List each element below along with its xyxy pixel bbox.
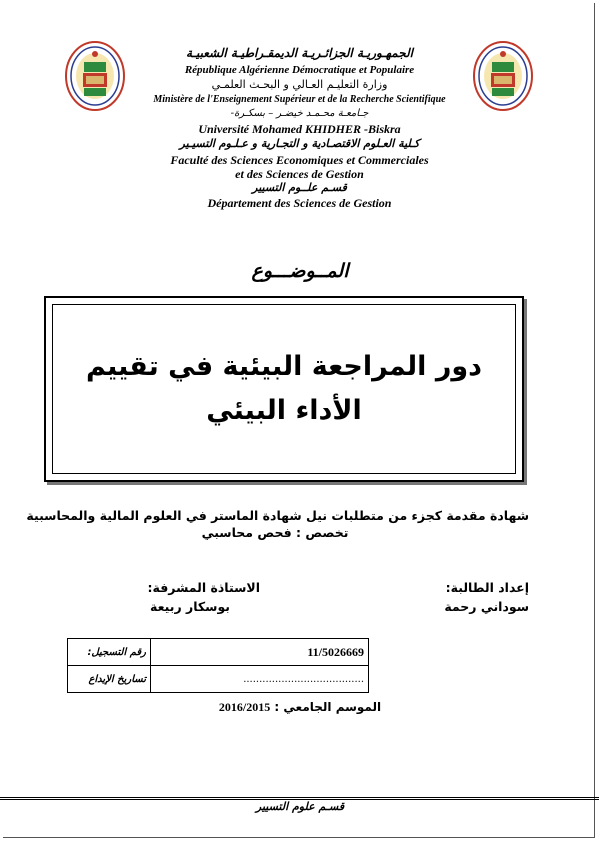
deposit-date-label: تساريخ الإيداع [68, 666, 151, 693]
university-fr: Université Mohamed KHIDHER -Biskra [198, 122, 401, 136]
supervisor-name: بوسكار ربيعة [150, 599, 230, 614]
registration-number-label: رقم التسجيل: [68, 639, 151, 666]
student-label: إعداد الطالبة: [445, 580, 529, 595]
registration-number-value: 11/5026669 [151, 639, 369, 666]
registration-table [67, 638, 369, 693]
thesis-title: دور المراجعة البيئية في تقييم الأداء البيئي [85, 351, 483, 426]
academic-year-value: 2016/2015 [218, 700, 271, 714]
department-ar: قسـم علــوم التسيير [252, 181, 347, 194]
title-frame [44, 296, 524, 482]
certificate-line2: تخصص : فحص محاسبي [201, 525, 349, 540]
faculty-fr-line2: et des Sciences de Gestion [235, 167, 364, 181]
deposit-date-row [68, 666, 369, 693]
student-name: سوداني رحمة [444, 599, 529, 614]
republic-ar: الجمهـوريـة الجزائـريـة الديمقـراطيـة الشعبيـة [186, 46, 413, 60]
faculty-ar: كـلية العـلوم الاقتصـادية و التجـارية و عـلـوم التسيـير [179, 137, 420, 150]
registration-number-row [68, 639, 369, 666]
ministry-ar: وزارة التعليـم العـالي و البحـث العلمـي [211, 78, 388, 91]
university-ar: جـامعـة محـمـد خيضـر – بسكـرة- [230, 108, 369, 119]
ministry-fr: Ministère de l'Enseignement Supérieur et de la Recherche Scientifique [153, 94, 446, 105]
republic-fr: République Algérienne Démocratique et Populaire [184, 64, 415, 76]
department-fr: Département des Sciences de Gestion [207, 196, 392, 210]
subject-label: المــوضـــوع [251, 260, 349, 282]
academic-year-label: الموسم الجامعي : [274, 700, 382, 714]
deposit-date-value: ...................................... [151, 666, 369, 693]
footer-department: قسـم علوم التسيير [255, 800, 345, 813]
supervisor-label: الاستاذة المشرفة: [147, 580, 260, 595]
title-inner-frame [52, 304, 516, 474]
faculty-fr-line1: Faculté des Sciences Economiques et Commerciales [170, 153, 429, 167]
certificate-line1: شهادة مقدمة كجزء من متطلبات نيل شهادة الماستر في العلوم المالية والمحاسبية [26, 508, 529, 523]
academic-year [200, 700, 400, 715]
